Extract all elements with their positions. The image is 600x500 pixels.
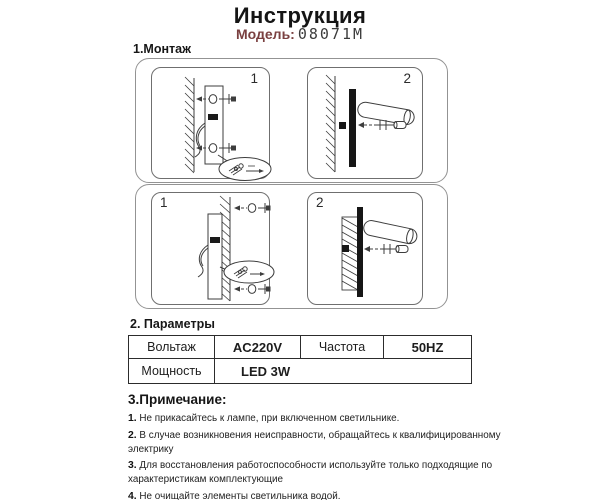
panel-number: 2 xyxy=(316,195,324,210)
panel-number: 2 xyxy=(403,71,411,86)
lamp-attach-diagram-alt xyxy=(308,193,422,304)
wall-plate-screws-diagram-mirrored xyxy=(152,193,269,304)
notes-list xyxy=(128,412,501,500)
param-value-frequency: 50HZ xyxy=(383,336,471,358)
page-title: Инструкция xyxy=(233,3,367,28)
table-row xyxy=(129,336,471,358)
note-text: Для восстановления работоспособности используйте только подходящие по xyxy=(139,460,493,471)
note-text: В случае возникновения неисправности, обращайтесь к квалифицированному xyxy=(139,429,501,441)
note-text-continued: характеристикам комплектующие xyxy=(128,474,284,485)
section-heading-params: 2. Параметры xyxy=(130,317,215,331)
montage-step-2-panel-alt xyxy=(307,192,423,305)
montage-box-2 xyxy=(135,184,448,309)
montage-step-2-panel xyxy=(307,67,423,179)
note-text-continued: электрику xyxy=(128,443,174,455)
param-name-power: Мощность xyxy=(141,364,202,378)
note-item-3 xyxy=(128,459,493,487)
note-text: Не очищайте элементы светильника водой. xyxy=(139,490,341,500)
note-item-4 xyxy=(128,490,493,500)
note-text: Не прикасайтесь к лампе, при включенном светильнике. xyxy=(139,413,400,424)
model-value: 08071M xyxy=(297,25,365,43)
param-name-voltage: Вольтаж xyxy=(147,340,196,354)
note-number: 1. xyxy=(128,413,137,424)
panel-number: 1 xyxy=(160,195,168,210)
section-heading-montage: 1.Монтаж xyxy=(133,42,191,56)
section-heading-notes: 3.Примечание: xyxy=(128,392,227,407)
model-label: Модель: xyxy=(235,26,295,42)
note-number: 4. xyxy=(128,490,137,500)
model-line xyxy=(0,25,600,44)
param-value-voltage: AC220V xyxy=(214,336,300,358)
params-table xyxy=(128,335,472,384)
montage-step-1-panel-alt xyxy=(151,192,270,305)
note-item-1 xyxy=(128,412,493,426)
note-number: 2. xyxy=(128,429,137,441)
note-number: 3. xyxy=(128,460,137,471)
montage-step-1-panel xyxy=(151,67,270,179)
montage-box-1 xyxy=(135,58,448,183)
param-name-frequency: Частота xyxy=(300,336,383,358)
panel-number: 1 xyxy=(250,71,258,86)
table-row xyxy=(129,358,471,383)
note-item-2 xyxy=(128,429,501,457)
param-value-power: LED 3W xyxy=(214,359,471,383)
